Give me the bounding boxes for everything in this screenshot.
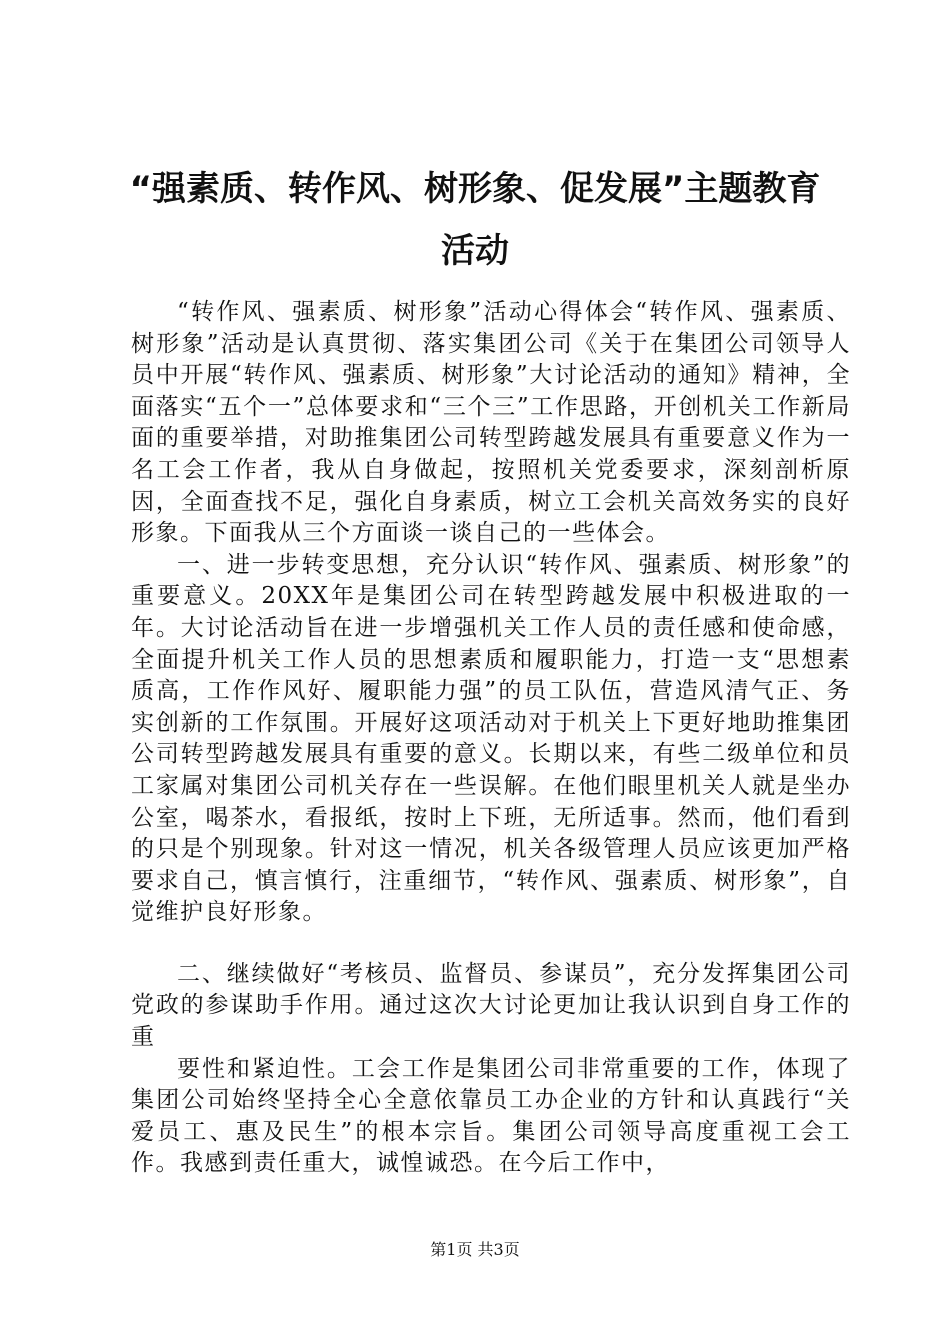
paragraph-section-two: 二、继续做好“考核员、监督员、参谋员”，充分发挥集团公司党政的参谋助手作用。通过这次大讨论更加让我认识到自身工作的重 <box>131 960 851 1051</box>
document-title: “强素质、转作风、树形象、促发展”主题教育活动 <box>129 169 821 271</box>
paragraph-section-one: 一、进一步转变思想，充分认识“转作风、强素质、树形象”的重要意义。20XX年是集团公司在转型跨越发展中积极进取的一年。大讨论活动旨在进一步增强机关工作人员的责任感和使命感，全面提升机关工作人员的思想素质和履职能力，打造一支“思想素质高，工作作风好、履职能力强”的员工队伍，营造风清气正、务实创新的工作氛围。开展好这项活动对于机关上下更好地助推集团公司转型跨越发展具有重要的意义。长期以来，有些二级单位和员工家属对集团公司机关存在一些误解。在他们眼里机关人就是坐办公室，喝茶水，看报纸，按时上下班，无所适事。然而，他们看到的只是个别现象。针对这一情况，机关各级管理人员应该更加严格要求自己，慎言慎行，注重细节，“转作风、强素质、树形象”，自觉维护良好形象。 <box>131 551 851 926</box>
page-footer: 第1页 共3页 <box>430 1240 520 1259</box>
paragraph-intro: “转作风、强素质、树形象”活动心得体会“转作风、强素质、树形象”活动是认真贯彻、落实集团公司《关于在集团公司领导人员中开展“转作风、强素质、树形象”大讨论活动的通知》精神，全面落实“五个一”总体要求和“三个三”工作思路，开创机关工作新局面的重要举措，对助推集团公司转型跨越发展具有重要意义作为一名工会工作者，我从自身做起，按照机关党委要求，深刻剖析原因，全面查找不足，强化自身素质，树立工会机关高效务实的良好形象。下面我从三个方面谈一谈自己的一些体会。 <box>131 299 851 547</box>
paragraph-section-two-continued: 要性和紧迫性。工会工作是集团公司非常重要的工作，体现了集团公司始终坚持全心全意依靠员工办企业的方针和认真践行“关爱员工、惠及民生”的根本宗旨。集团公司领导高度重视工会工作。我感到责任重大，诚惶诚恐。在今后工作中， <box>131 1055 851 1177</box>
document-body <box>131 297 851 1180</box>
